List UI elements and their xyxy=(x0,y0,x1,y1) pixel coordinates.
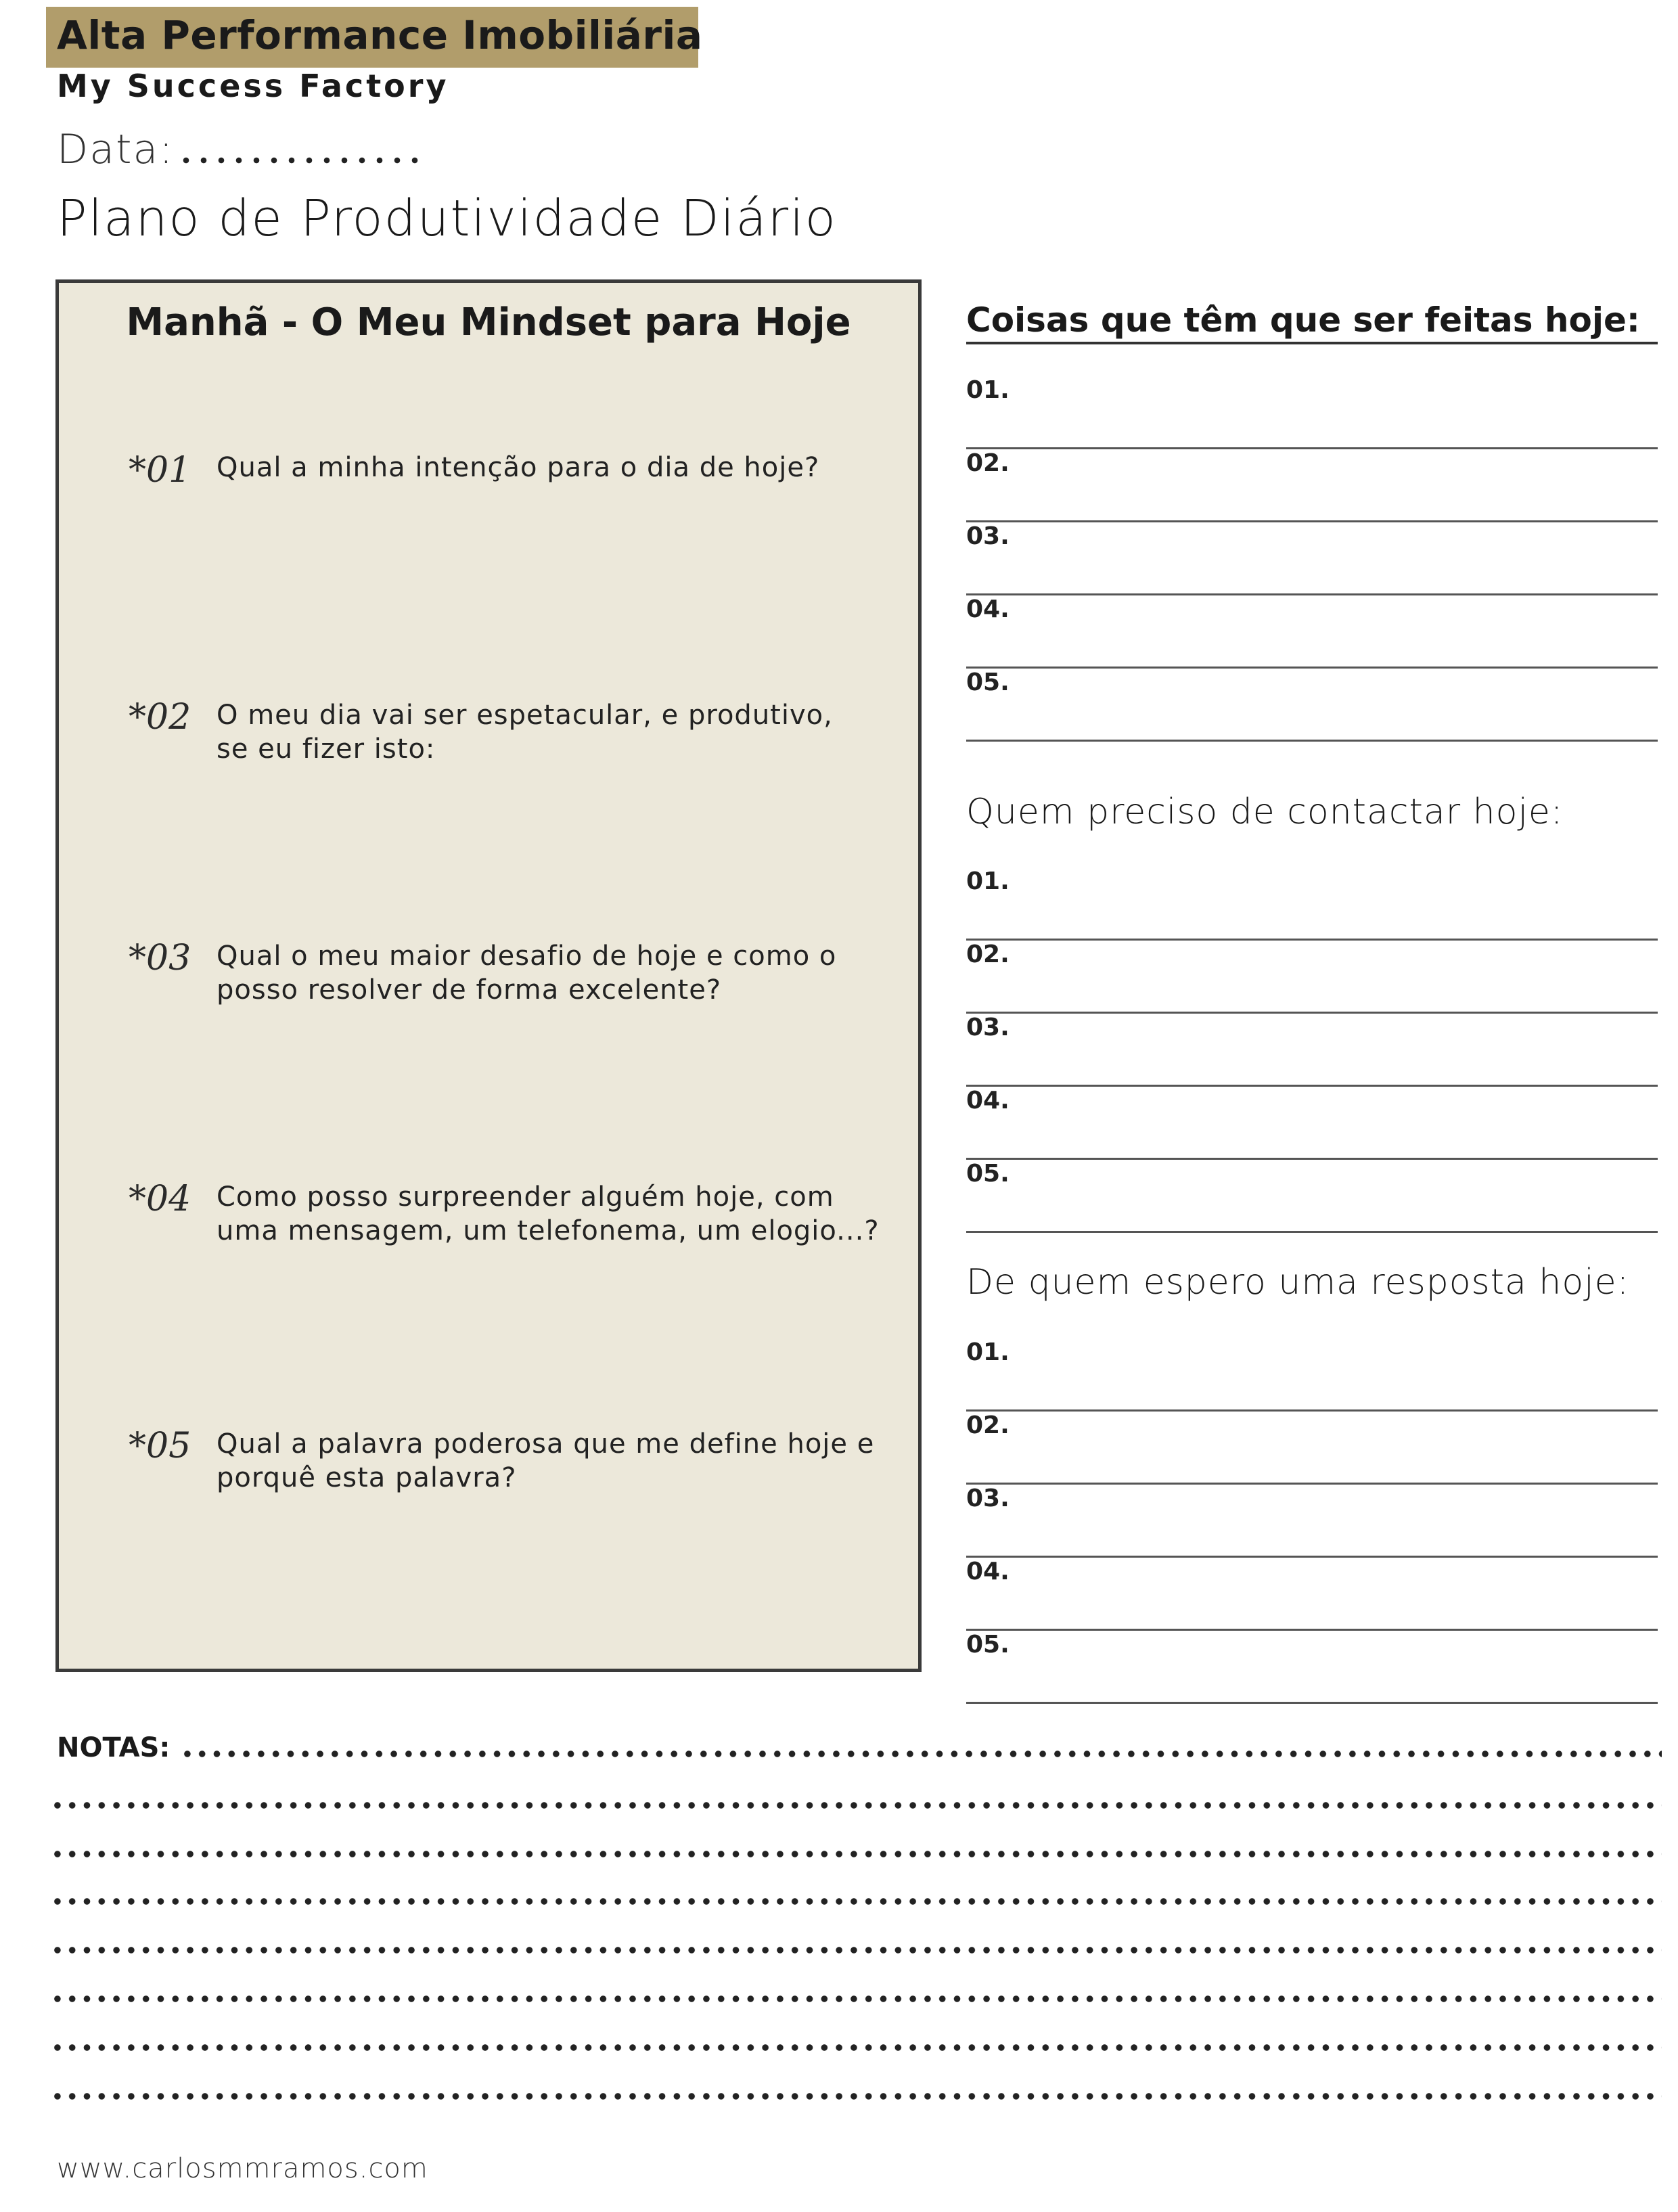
todo-item[interactable] xyxy=(966,522,1658,595)
notes-line[interactable] xyxy=(50,1895,1662,1908)
todo-title-divider xyxy=(966,342,1658,344)
reply-item[interactable] xyxy=(966,1631,1658,1704)
item-number: 04. xyxy=(966,595,1010,623)
question-text: O meu dia vai ser espetacular, e produtivo, se eu fizer isto: xyxy=(217,700,833,765)
question-text: Qual o meu maior desafio de hoje e como o posso resolver de forma excelente? xyxy=(217,941,837,1006)
item-number: 03. xyxy=(966,1485,1010,1512)
item-number: 04. xyxy=(966,1558,1010,1585)
notes-line[interactable] xyxy=(50,2041,1662,2054)
question-number: *02 xyxy=(129,697,191,738)
item-number: 01. xyxy=(966,1338,1010,1366)
todo-item[interactable] xyxy=(966,449,1658,522)
date-field[interactable] xyxy=(177,149,421,172)
question-number: *04 xyxy=(129,1179,191,1219)
question-text: Como posso surpreender alguém hoje, com uma mensagem, um telefonema, um elogio...? xyxy=(217,1181,880,1246)
item-number: 05. xyxy=(966,1160,1010,1188)
question-text: Qual a minha intenção para o dia de hoje? xyxy=(217,452,820,483)
notes-line[interactable] xyxy=(50,2090,1662,2103)
item-number: 02. xyxy=(966,941,1010,968)
todo-item[interactable] xyxy=(966,669,1658,742)
item-number: 03. xyxy=(966,522,1010,550)
reply-item[interactable] xyxy=(966,1338,1658,1412)
notes-label: NOTAS: xyxy=(57,1732,171,1763)
contact-item[interactable] xyxy=(966,941,1658,1014)
reply-title: De quem espero uma resposta hoje: xyxy=(966,1262,1630,1303)
todo-item[interactable] xyxy=(966,376,1658,449)
contact-item[interactable] xyxy=(966,1014,1658,1087)
item-line xyxy=(966,740,1658,742)
brand-subtitle: My Success Factory xyxy=(57,68,449,104)
item-number: 04. xyxy=(966,1087,1010,1114)
contact-item[interactable] xyxy=(966,867,1658,941)
item-number: 02. xyxy=(966,449,1010,477)
page-title: Plano de Produtividade Diário xyxy=(57,189,837,248)
date-label: Data: xyxy=(57,126,175,173)
item-number: 05. xyxy=(966,1631,1010,1658)
notes-line[interactable] xyxy=(50,1847,1662,1861)
todo-title: Coisas que têm que ser feitas hoje: xyxy=(966,300,1640,340)
footer-url[interactable]: www.carlosmmramos.com xyxy=(57,2153,428,2184)
mindset-heading: Manhã - O Meu Mindset para Hoje xyxy=(126,300,851,344)
item-number: 05. xyxy=(966,669,1010,696)
question-text: Qual a palavra poderosa que me define hoje e porquê esta palavra? xyxy=(217,1428,875,1493)
item-number: 01. xyxy=(966,867,1010,895)
question-number: *05 xyxy=(129,1426,191,1466)
contact-item[interactable] xyxy=(966,1160,1658,1233)
notes-line[interactable] xyxy=(180,1747,1662,1761)
question-number: *03 xyxy=(129,938,191,978)
contact-item[interactable] xyxy=(966,1087,1658,1160)
reply-item[interactable] xyxy=(966,1485,1658,1558)
brand-title: Alta Performance Imobiliária xyxy=(57,12,703,58)
notes-line[interactable] xyxy=(50,1943,1662,1957)
reply-item[interactable] xyxy=(966,1558,1658,1631)
item-number: 03. xyxy=(966,1014,1010,1041)
notes-line[interactable] xyxy=(50,1992,1662,2006)
notes-line[interactable] xyxy=(50,1799,1662,1812)
todo-item[interactable] xyxy=(966,595,1658,669)
reply-item[interactable] xyxy=(966,1412,1658,1485)
question-number: *01 xyxy=(129,450,191,491)
item-number: 01. xyxy=(966,376,1010,404)
item-line xyxy=(966,1702,1658,1704)
item-number: 02. xyxy=(966,1412,1010,1439)
item-line xyxy=(966,1231,1658,1233)
contact-title: Quem preciso de contactar hoje: xyxy=(966,792,1564,832)
